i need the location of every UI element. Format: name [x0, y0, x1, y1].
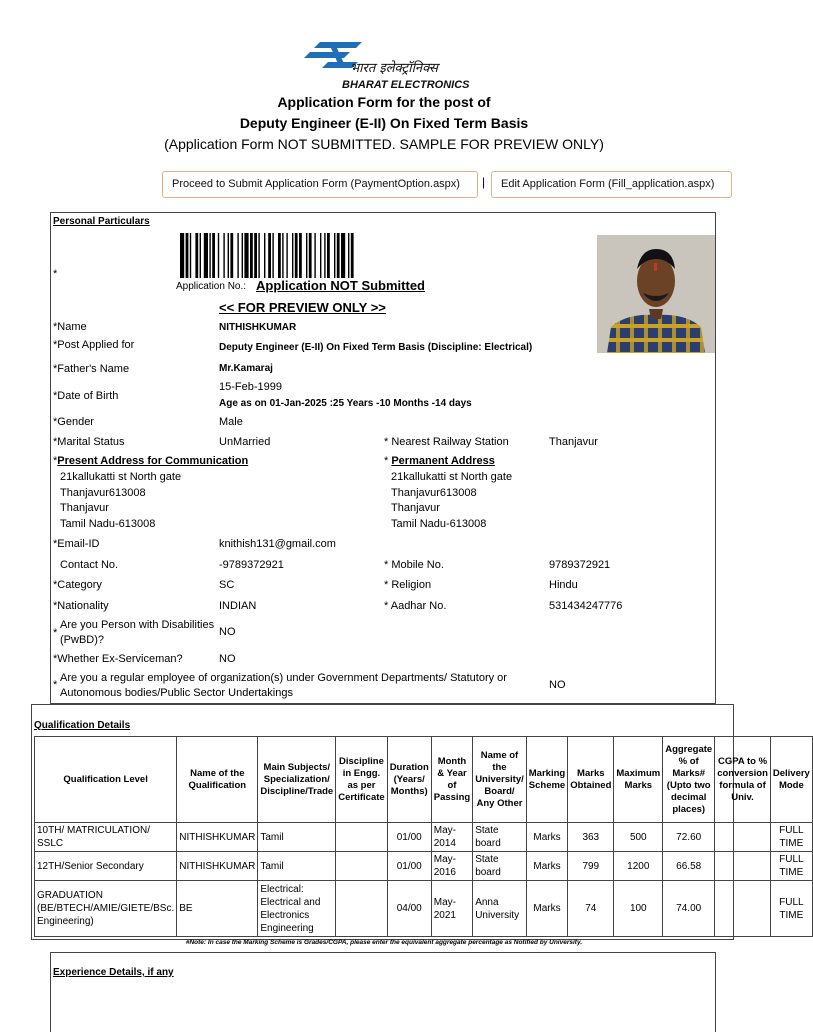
barcode-bar — [195, 233, 198, 278]
table-row — [35, 823, 813, 852]
barcode-bar — [209, 233, 210, 278]
barcode-bar — [268, 233, 271, 278]
cell: State board — [473, 852, 527, 881]
barcode-bar — [309, 233, 312, 278]
nationality-value: INDIAN — [219, 600, 257, 612]
col-header: Month & Year of Passing — [431, 737, 472, 823]
barcode-bar — [244, 233, 248, 278]
cell: 799 — [568, 852, 614, 881]
cell: Tamil — [258, 823, 336, 852]
col-header: Name of the Qualification — [177, 737, 258, 823]
cell — [715, 881, 771, 937]
qualification-table — [34, 736, 813, 937]
col-header: Delivery Mode — [770, 737, 812, 823]
barcode-bar — [320, 233, 321, 278]
cell — [336, 823, 387, 852]
col-header: Marks Obtained — [568, 737, 614, 823]
govt-employee-label-line2: Autonomous bodies/Public Sector Undertakings — [60, 687, 293, 699]
barcode-bar — [272, 233, 273, 278]
barcode-bar — [314, 233, 315, 278]
cell: FULL TIME — [770, 852, 812, 881]
cell: Marks — [526, 823, 567, 852]
post-value: Deputy Engineer (E-II) On Fixed Term Basis (Discipline: Electrical) — [219, 342, 533, 353]
barcode-bar — [242, 233, 243, 278]
cell: 10TH/ MATRICULATION/ SSLC — [35, 823, 177, 852]
barcode-bar — [282, 233, 283, 278]
form-title-line2: Deputy Engineer (E-II) On Fixed Term Basis — [239, 115, 529, 131]
gender-value: Male — [219, 416, 243, 428]
qualification-section-title: Qualification Details — [34, 720, 131, 731]
cell: 500 — [614, 823, 663, 852]
table-header-row — [35, 737, 813, 823]
col-header: Maximum Marks — [614, 737, 663, 823]
personal-section-title: Personal Particulars — [53, 216, 150, 227]
barcode-bar — [204, 233, 208, 278]
contact-label: Contact No. — [60, 559, 119, 571]
cell: State board — [473, 823, 527, 852]
pwbd-label: Are you Person with Disabilities — [60, 619, 215, 631]
cell: Electrical: Electrical and Electronics Engineering — [258, 881, 336, 937]
father-name-value: Mr.Kamaraj — [219, 363, 273, 374]
pwbd-label-line2: (PwBD)? — [60, 634, 105, 646]
barcode-bar — [186, 233, 189, 278]
barcode-bar — [190, 233, 191, 278]
table-row — [35, 852, 813, 881]
table-row — [35, 881, 813, 937]
logo-hindi-text: भारत इलेक्ट्रॉनिक्स — [350, 61, 438, 76]
cell: FULL TIME — [770, 881, 812, 937]
present-address-line: Thanjavur613008 — [60, 487, 146, 499]
father-name-label: *Father's Name — [53, 363, 130, 375]
applicant-photo — [597, 235, 715, 353]
cell: 01/00 — [387, 852, 431, 881]
experience-panel — [50, 952, 716, 1032]
cell: 74.00 — [663, 881, 715, 937]
barcode-bar — [341, 233, 345, 278]
barcode-bar — [348, 233, 349, 278]
aadhar-value: 531434247776 — [549, 600, 623, 612]
cell: GRADUATION (BE/BTECH/AMIE/GIETE/BSc. Engineering) — [35, 881, 177, 937]
experience-section-title: Experience Details, if any — [53, 967, 174, 978]
marking-scheme-note: #Note: In case the Marking Scheme is Grades/CGPA, please enter the equivalent aggregate percentage as Notified by University. — [185, 939, 583, 946]
marital-status-label: *Marital Status — [53, 436, 125, 448]
contact-value: -9789372921 — [219, 559, 284, 571]
permanent-address-line: Tamil Nadu-613008 — [391, 518, 487, 530]
present-address-line: 21kallukatti st North gate — [60, 471, 182, 483]
cell: 72.60 — [663, 823, 715, 852]
govt-employee-label: Are you a regular employee of organization(s) under Government Departments/ Statutory or — [60, 672, 507, 684]
barcode-bar — [306, 233, 307, 278]
cell: 363 — [568, 823, 614, 852]
ex-serviceman-value: NO — [219, 653, 236, 665]
age-value: Age as on 01-Jan-2025 :25 Years -10 Months -14 days — [219, 398, 472, 409]
barcode-bar — [324, 233, 325, 278]
barcode-bar — [295, 233, 298, 278]
required-star: * — [53, 679, 58, 691]
preview-only-label: << FOR PREVIEW ONLY >> — [219, 300, 386, 315]
cell: NITHISHKUMAR — [177, 823, 258, 852]
cell: Marks — [526, 852, 567, 881]
bel-logo — [300, 38, 480, 92]
railway-station-value: Thanjavur — [549, 436, 598, 448]
barcode — [180, 233, 436, 278]
col-header: CGPA to % conversion formula of Univ. — [715, 737, 771, 823]
application-no-label: Application No.: — [176, 281, 247, 292]
mobile-value: 9789372921 — [549, 559, 611, 571]
barcode-bar — [292, 233, 293, 278]
button-separator: | — [482, 175, 486, 189]
mobile-label: * Mobile No. — [384, 559, 444, 571]
barcode-bar — [278, 233, 281, 278]
col-header: Marking Scheme — [526, 737, 567, 823]
dob-label: *Date of Birth — [53, 390, 119, 402]
cell: 100 — [614, 881, 663, 937]
form-status-line: (Application Form NOT SUBMITTED. SAMPLE FOR PREVIEW ONLY) — [164, 136, 604, 152]
email-value: knithish131@gmail.com — [219, 538, 336, 550]
barcode-bar — [334, 233, 335, 278]
barcode-bar — [327, 233, 330, 278]
barcode-bar — [200, 233, 201, 278]
cell: May-2014 — [431, 823, 472, 852]
barcode-bar — [264, 233, 265, 278]
logo-english-text: BHARAT ELECTRONICS — [342, 79, 470, 91]
edit-application-button[interactable]: Edit Application Form (Fill_application.aspx) — [491, 171, 732, 198]
religion-value: Hindu — [549, 579, 578, 591]
col-header: Main Subjects/ Specialization/ Discipline/Trade — [258, 737, 336, 823]
barcode-bar — [299, 233, 302, 278]
name-value: NITHISHKUMAR — [219, 322, 297, 333]
col-header: Name of the University/ Board/ Any Other — [473, 737, 527, 823]
barcode-bar — [337, 233, 340, 278]
permanent-address-line: Thanjavur613008 — [391, 487, 477, 499]
application-no-value: Application NOT Submitted — [256, 278, 425, 293]
cell: Anna University — [473, 881, 527, 937]
name-label: *Name — [53, 321, 87, 333]
nationality-label: *Nationality — [53, 600, 109, 612]
cell — [336, 852, 387, 881]
gender-label: *Gender — [53, 416, 94, 428]
category-label: *Category — [53, 579, 102, 591]
col-header: Discipline in Engg. as per Certificate — [336, 737, 387, 823]
permanent-address-line: 21kallukatti st North gate — [391, 471, 513, 483]
required-star: * — [53, 268, 58, 280]
barcode-bar — [286, 233, 287, 278]
barcode-bar — [212, 233, 215, 278]
cell — [715, 823, 771, 852]
proceed-submit-button[interactable]: Proceed to Submit Application Form (PaymentOption.aspx) — [162, 171, 478, 198]
cell: Tamil — [258, 852, 336, 881]
dob-value: 15-Feb-1999 — [219, 381, 282, 393]
govt-employee-value: NO — [549, 679, 566, 691]
cell: BE — [177, 881, 258, 937]
cell: 74 — [568, 881, 614, 937]
cell: May-2016 — [431, 852, 472, 881]
barcode-bar — [250, 233, 253, 278]
barcode-bar — [237, 233, 238, 278]
permanent-address-label: * Permanent Address — [384, 455, 495, 467]
cell: May-2021 — [431, 881, 472, 937]
permanent-address-line: Thanjavur — [391, 502, 440, 514]
cell: FULL TIME — [770, 823, 812, 852]
railway-station-label: * Nearest Railway Station — [384, 436, 509, 448]
form-title-line1: Application Form for the post of — [277, 94, 491, 110]
email-label: *Email-ID — [53, 538, 100, 550]
barcode-bar — [254, 233, 257, 278]
cell: 04/00 — [387, 881, 431, 937]
cell: 66.58 — [663, 852, 715, 881]
cell — [336, 881, 387, 937]
aadhar-label: * Aadhar No. — [384, 600, 447, 612]
present-address-line: Tamil Nadu-613008 — [60, 518, 156, 530]
barcode-bar — [351, 233, 354, 278]
cell: Marks — [526, 881, 567, 937]
religion-label: * Religion — [384, 579, 432, 591]
required-star: * — [53, 627, 58, 639]
post-label: *Post Applied for — [53, 339, 135, 351]
col-header: Qualification Level — [35, 737, 177, 823]
col-header: Aggregate % of Marks# (Upto two decimal places) — [663, 737, 715, 823]
barcode-bar — [223, 233, 224, 278]
present-address-label: *Present Address for Communication — [53, 455, 249, 467]
cell: 1200 — [614, 852, 663, 881]
cell — [715, 852, 771, 881]
barcode-bar — [258, 233, 259, 278]
marital-status-value: UnMarried — [219, 436, 271, 448]
pwbd-value: NO — [219, 626, 236, 638]
present-address-line: Thanjavur — [60, 502, 109, 514]
category-value: SC — [219, 579, 235, 591]
cell: NITHISHKUMAR — [177, 852, 258, 881]
cell: 01/00 — [387, 823, 431, 852]
cell: 12TH/Senior Secondary — [35, 852, 177, 881]
barcode-bar — [218, 233, 219, 278]
barcode-bar — [228, 233, 229, 278]
barcode-bar — [180, 233, 184, 278]
barcode-bar — [230, 233, 233, 278]
ex-serviceman-label: *Whether Ex-Serviceman? — [53, 653, 183, 665]
col-header: Duration (Years/ Months) — [387, 737, 431, 823]
